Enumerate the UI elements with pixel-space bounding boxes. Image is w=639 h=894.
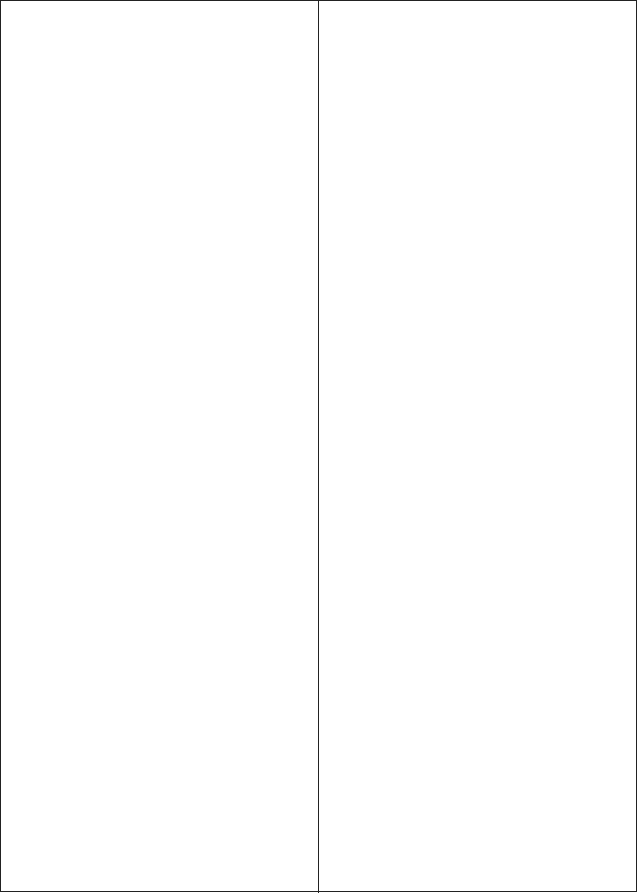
column-divider	[318, 1, 319, 893]
